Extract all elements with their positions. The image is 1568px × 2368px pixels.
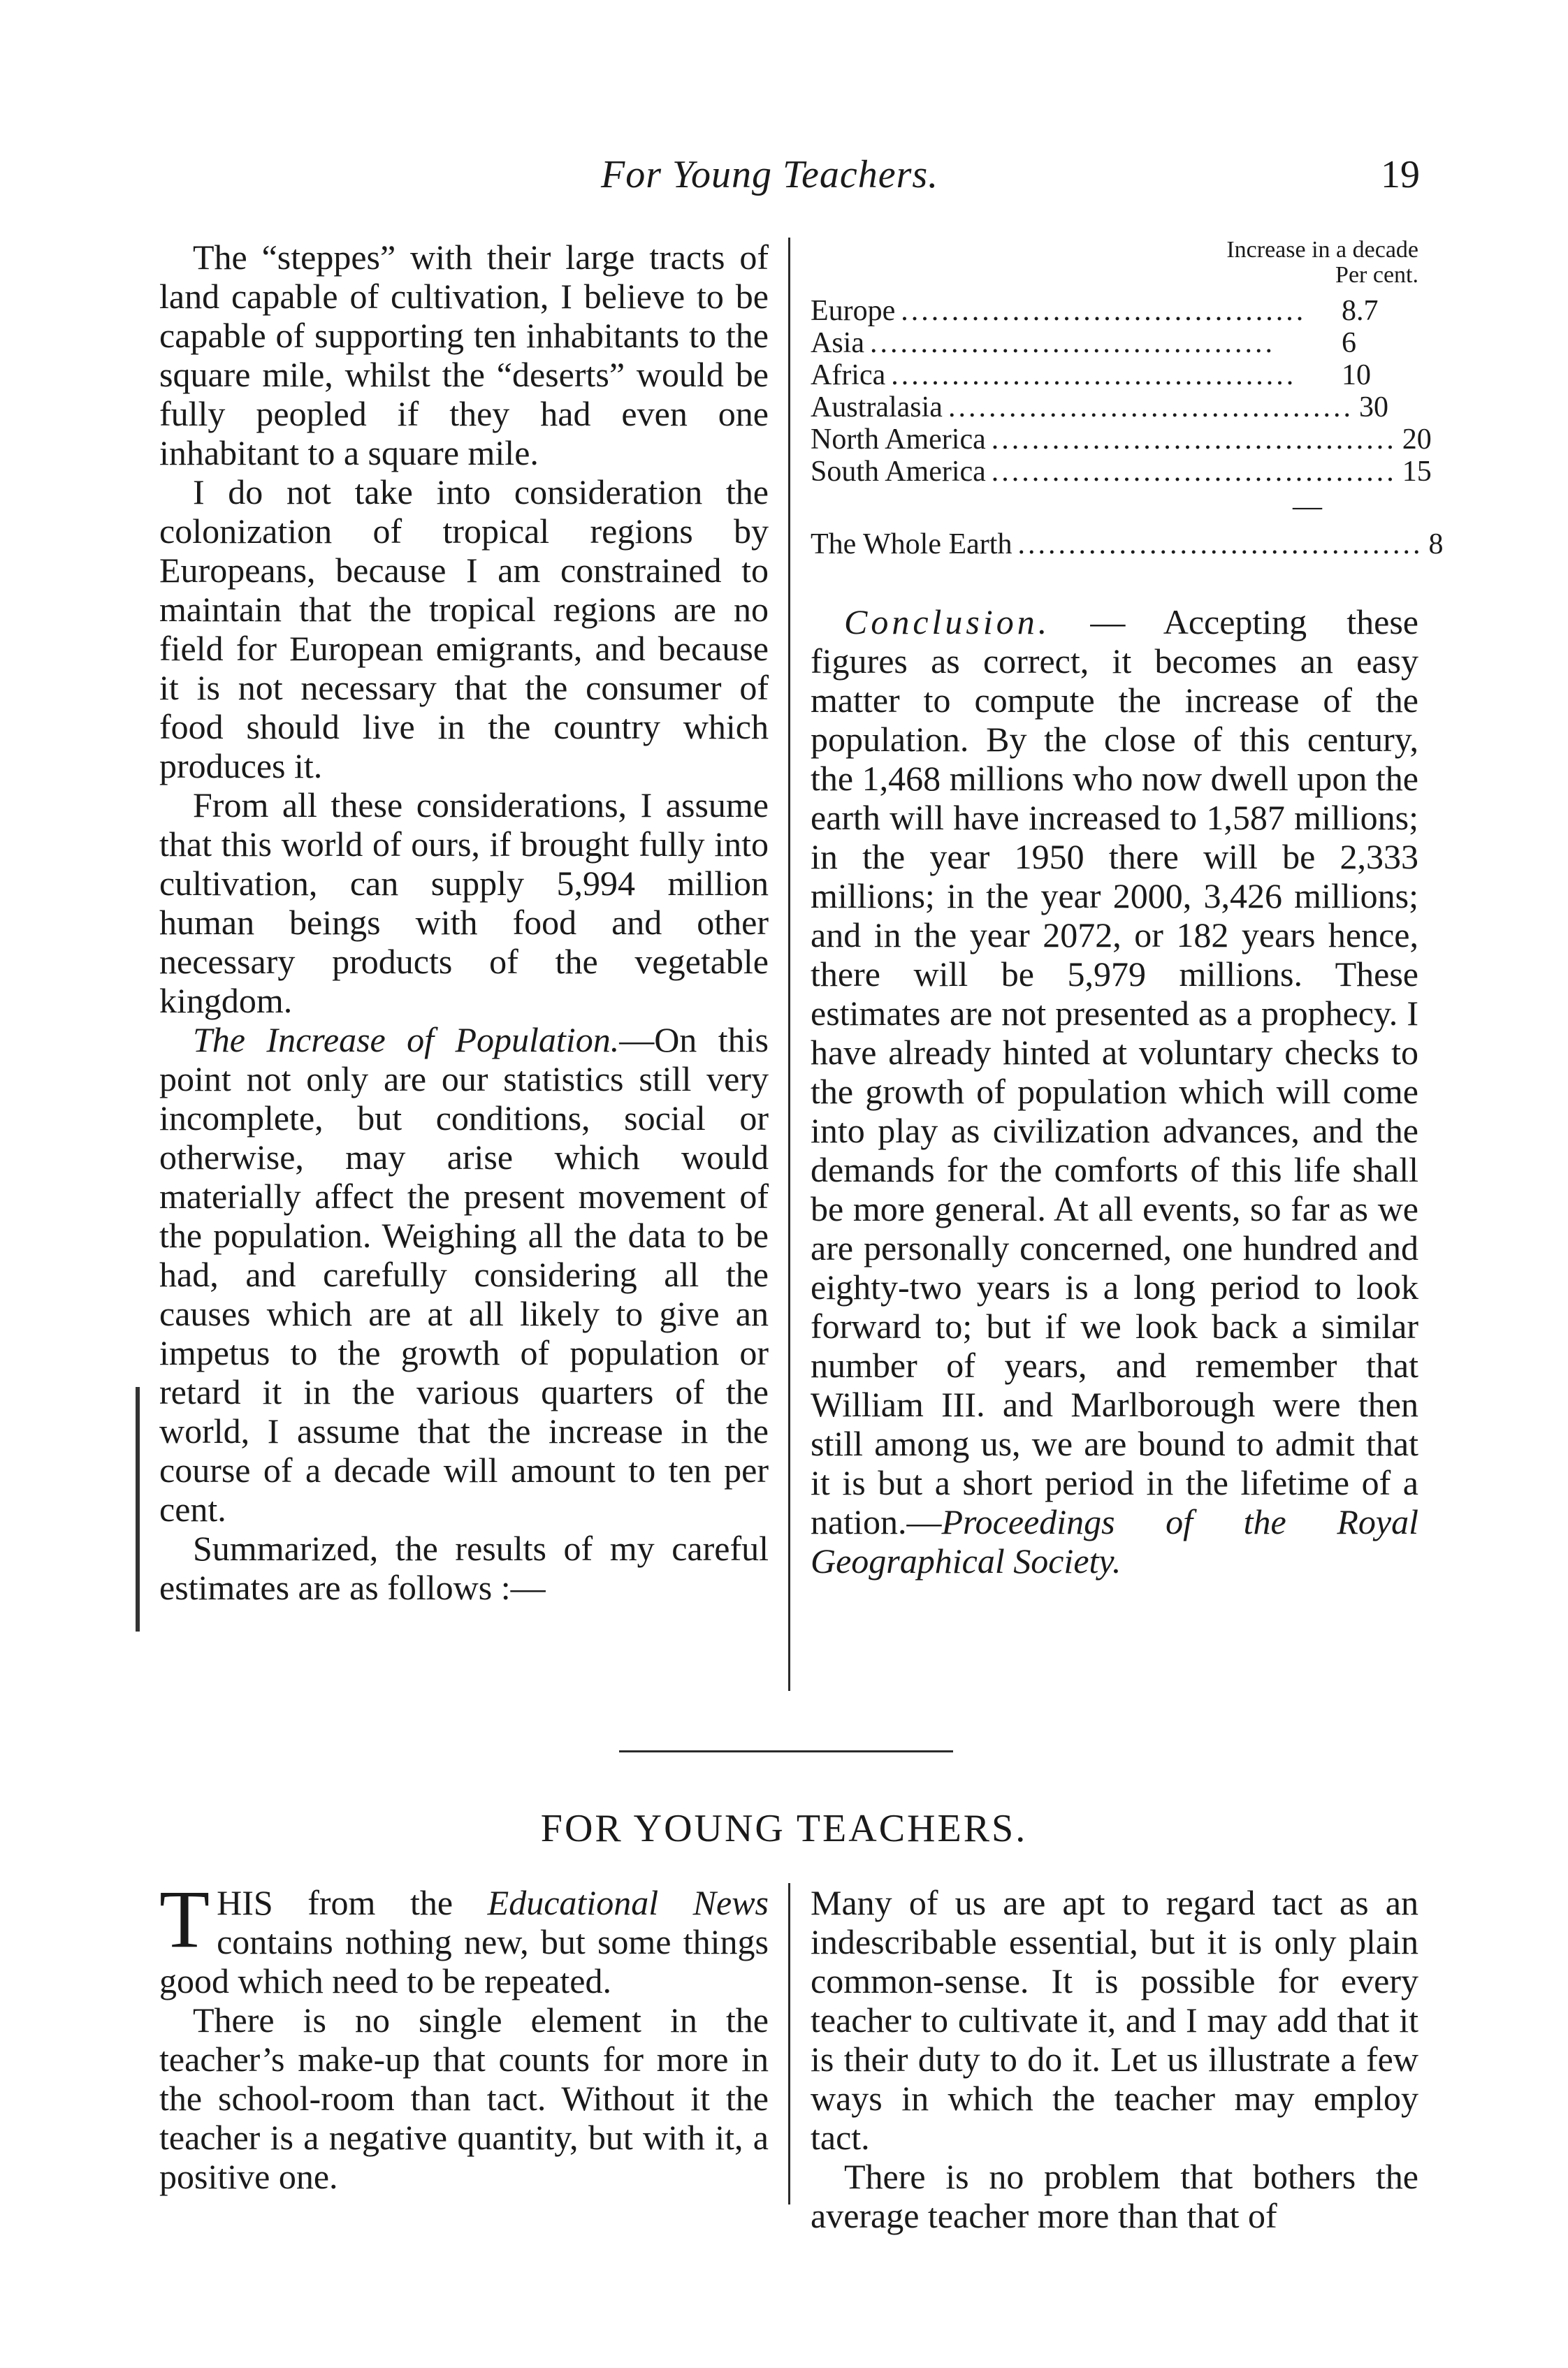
paragraph-tact: There is no single element in the teacher’s make-up that counts for more in the school-room than tact. Without it the teacher is a negative quantity, but with it, a positive one. [159, 2000, 769, 2196]
paragraph-conclusion [811, 602, 1418, 1581]
table-leader-dots: ........................................ [1017, 528, 1423, 560]
running-title: For Young Teachers. [601, 153, 939, 196]
table-row [811, 456, 1432, 488]
drop-cap: T [159, 1873, 210, 1965]
left-column-bottom [159, 1873, 769, 2196]
table-value: 10 [1342, 359, 1371, 391]
paragraph-intro [159, 1873, 769, 2000]
table-row [811, 423, 1432, 456]
section-heading: FOR YOUNG TEACHERS. [540, 1807, 1028, 1850]
table-region: Europe [811, 295, 896, 327]
conclusion-subheading: Conclusion. [844, 602, 1051, 641]
paragraph-summarized: Summarized, the results of my careful estimates are as follows :— [159, 1529, 769, 1607]
table-leader-dots: ........................................ [870, 327, 1275, 359]
table-header [811, 238, 1418, 288]
table-row [811, 359, 1418, 391]
page-number: 19 [1381, 153, 1420, 196]
table-value: 8.7 [1342, 295, 1379, 327]
right-column-top [811, 237, 1444, 1581]
paragraph-steppes: The “steppes” with their large tracts of land capable of cultivation, I believe to be capable of supporting ten inhabitants to the square mile, whilst the “deserts” would be fully peopled if they had even one inhabitant to a square mile. [159, 238, 769, 472]
paragraph-considerations: From all these considerations, I assume that this world of ours, if brought fully into cultivation, can supply 5,994 million human beings with food and other necessary products of the vegetable kingdom. [159, 785, 769, 1020]
margin-mark [136, 1387, 140, 1632]
table-leader-dots: ........................................ [901, 295, 1307, 327]
column-divider-bottom [788, 1883, 790, 2204]
intro-text-b: contains nothing new, but some things good which need to be repeated. [159, 1922, 769, 2000]
table-row [811, 327, 1418, 359]
table-region: Australasia [811, 391, 943, 423]
table-value: 30 [1358, 391, 1388, 423]
increase-subheading: The Increase of Population. [193, 1020, 620, 1059]
table-region: Africa [811, 359, 886, 391]
table-leader-dots: ........................................ [991, 423, 1397, 456]
source-citation: Proceedings of the Royal Geographical Society. [811, 1502, 1418, 1581]
paragraph-colonization: I do not take into consideration the colonization of tropical regions by Europeans, because I am constrained to maintain that the tropical regions are no field for European emigrants, and because it is not necessary that the consumer of food should live in the country which produces it. [159, 472, 769, 785]
paragraph-increase [159, 1020, 769, 1529]
table-value: 20 [1402, 423, 1432, 456]
table-leader-dots: ........................................ [991, 456, 1397, 488]
table-region: North America [811, 423, 986, 456]
table-value: 15 [1402, 456, 1432, 488]
intro-text-a: HIS from the [217, 1883, 488, 1922]
paragraph-problem: There is no problem that bothers the average teacher more than that of [811, 2157, 1418, 2235]
paragraph-common-sense: Many of us are apt to regard tact as an indescribable essential, but it is only plain common-sense. It is possible for every teacher to cultivate it, and I may add that it is their duty to do it. Let us illustrate a few ways in which the teacher may employ tact. [811, 1883, 1418, 2157]
table-value: 6 [1342, 327, 1356, 359]
conclusion-text: — Accepting these figures as correct, it becomes an easy matter to compute the increase of the population. By the close of this century, the 1,468 millions who now dwell upon the earth will have increased to 1,587 millions; in the year 1950 there will be 2,333 millions; in the year 2000, 3,426 millions; and in the year 2072, or 182 years hence, there will be 5,979 millions. These estimates are not presented as a prophecy. I have already hinted at voluntary checks to the growth of population which will come into play as civilization advances, and the demands for the comforts of this life shall be more general. At all events, so far as we are personally concerned, one hundred and eighty-two years is a long period to look forward to; but if we look back a similar number of years, and remember that William III. and Marlborough were then still among us, we are bound to admit that it is but a short period in the lifetime of a nation.— [811, 602, 1418, 1541]
column-divider-top [788, 238, 790, 1691]
table-header-percent: Per cent. [1335, 262, 1418, 288]
table-total-label: The Whole Earth [811, 528, 1012, 560]
population-table [811, 295, 1432, 488]
right-column-bottom [811, 1883, 1418, 2235]
table-total-row [811, 528, 1444, 560]
table-leader-dots: ........................................ [948, 391, 1353, 423]
section-separator [619, 1750, 953, 1752]
running-head [0, 152, 1568, 201]
table-row [811, 391, 1418, 423]
table-dash: — [1293, 491, 1322, 523]
table-region: South America [811, 456, 986, 488]
increase-text: —On this point not only are our statistics still very incomplete, but conditions, social or otherwise, may arise which would materially affect the present movement of the population. Weighing all the data to be had, and carefully considering all the causes which are at all likely to give an impetus to the growth of population or retard it in the various quarters of the world, I assume that the increase in the course of a decade will amount to ten per cent. [159, 1020, 769, 1529]
left-column-top [159, 238, 769, 1607]
intro-source: Educational News [487, 1883, 769, 1922]
table-header-increase: Increase in a decade [1226, 237, 1418, 263]
table-leader-dots: ........................................ [891, 359, 1297, 391]
table-total-value: 8 [1428, 528, 1444, 560]
table-region: Asia [811, 327, 864, 359]
table-row [811, 295, 1418, 327]
